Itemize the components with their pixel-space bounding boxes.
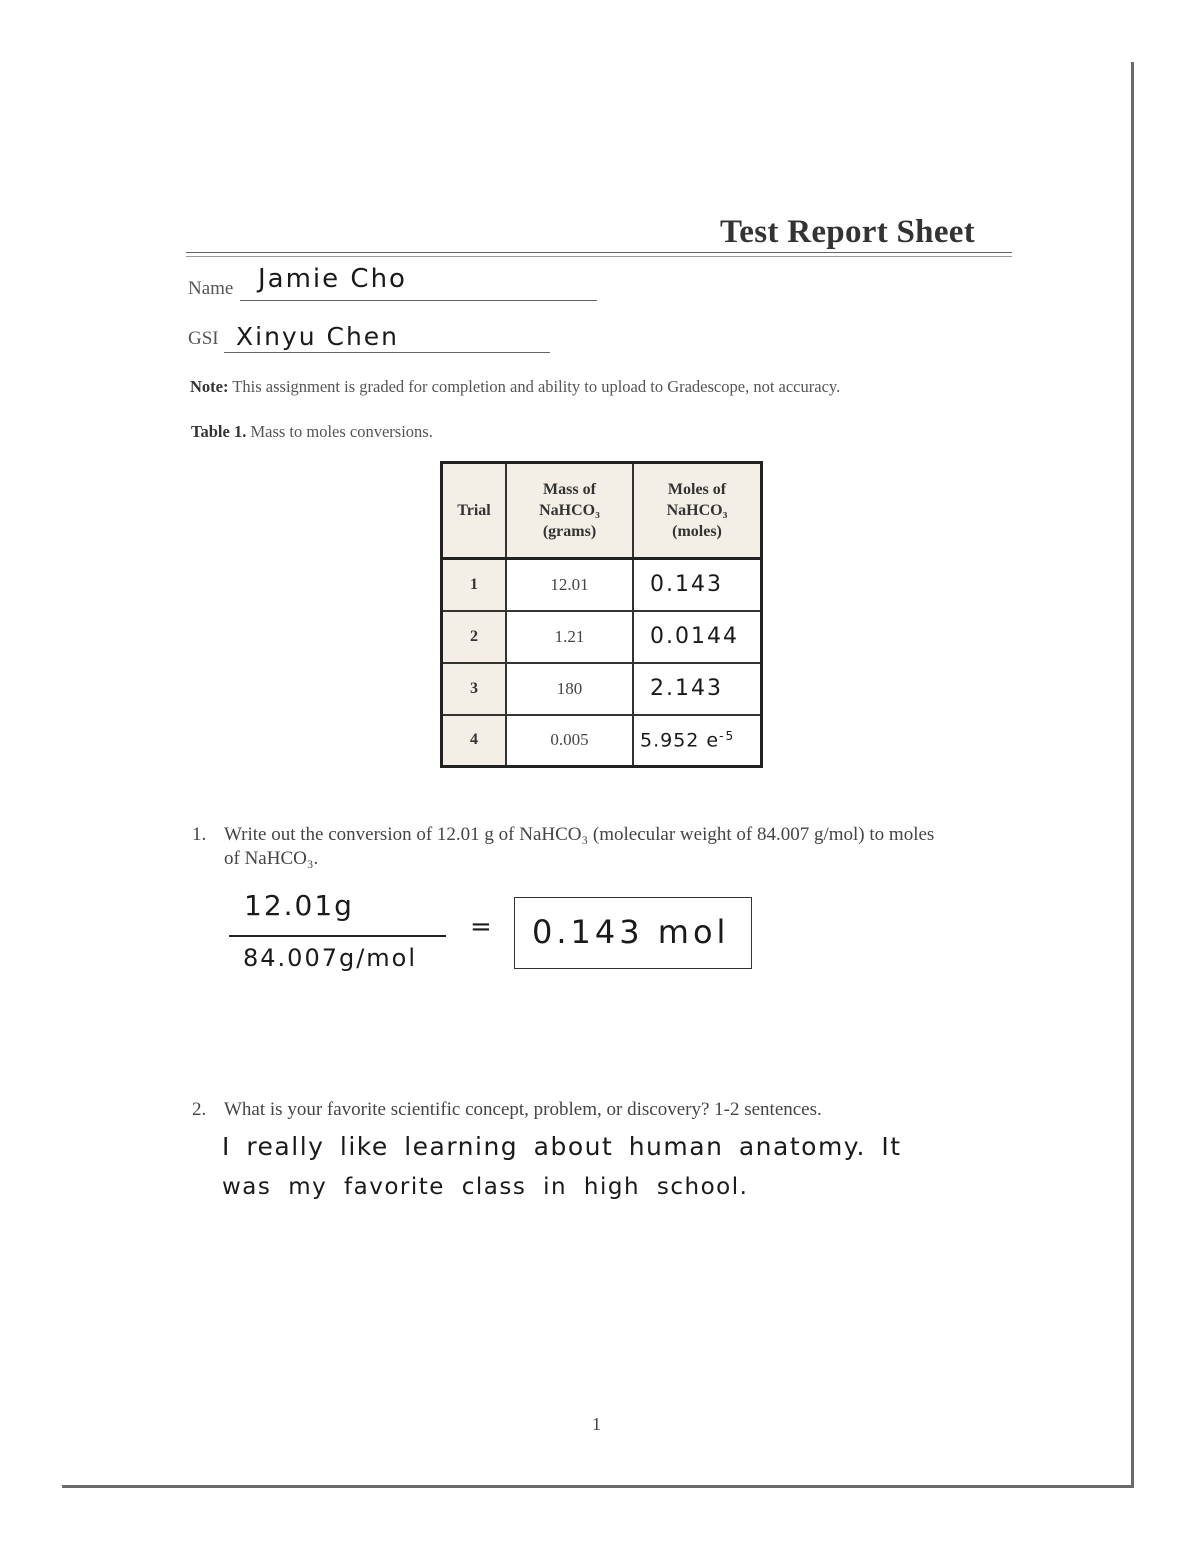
header-trial: Trial	[442, 463, 507, 559]
answer-2-line2: was my favorite class in high school.	[222, 1174, 749, 1200]
name-label: Name	[188, 278, 234, 299]
question-1-line1: Write out the conversion of 12.01 g of NaHCO₃ (molecular weight of 84.007 g/mol) to moles	[224, 824, 935, 845]
gsi-underline	[224, 352, 550, 353]
conversion-table	[440, 461, 763, 768]
fraction-numerator: 12.01g	[244, 889, 354, 922]
trial-cell: 3	[442, 663, 507, 715]
header-moles-line1: Moles of	[667, 481, 727, 498]
moles-value: 0.143	[650, 572, 723, 598]
question-2-number: 2.	[192, 1099, 207, 1120]
gsi-value: Xinyu Chen	[236, 322, 400, 351]
page-number: 1	[592, 1414, 601, 1434]
trial-cell: 2	[442, 611, 507, 663]
mass-cell: 12.01	[506, 559, 633, 611]
table-header-row	[442, 463, 762, 559]
mass-cell: 0.005	[506, 715, 633, 767]
moles-cell	[633, 715, 762, 767]
table-caption-text: Mass to moles conversions.	[250, 422, 433, 441]
name-underline	[240, 300, 597, 301]
table-caption-label: Table 1.	[191, 422, 247, 441]
header-moles	[633, 463, 762, 559]
trial-cell: 1	[442, 559, 507, 611]
mass-cell: 1.21	[506, 611, 633, 663]
gsi-label: GSI	[188, 328, 219, 349]
moles-cell	[633, 559, 762, 611]
table-caption	[191, 422, 433, 442]
moles-value: 5.952 e	[640, 729, 720, 752]
equals-sign: =	[470, 912, 494, 942]
mass-cell: 180	[506, 663, 633, 715]
title-divider	[186, 252, 1012, 253]
page-title: Test Report Sheet	[720, 214, 976, 250]
title-divider-secondary	[186, 256, 1012, 257]
moles-cell	[633, 611, 762, 663]
name-value: Jamie Cho	[258, 264, 407, 294]
note-text: This assignment is graded for completion and ability to upload to Gradescope, not accuracy.	[232, 377, 841, 396]
table-row	[442, 611, 762, 663]
trial-cell: 4	[442, 715, 507, 767]
header-moles-line3: (moles)	[672, 523, 722, 540]
moles-value: 2.143	[650, 676, 723, 701]
question-1-line2: of NaHCO₃.	[224, 848, 319, 869]
paper-sheet	[62, 62, 1134, 1488]
header-mass-line3: (grams)	[542, 523, 597, 540]
table-row	[442, 663, 762, 715]
question-2-text: What is your favorite scientific concept, problem, or discovery? 1-2 sentences.	[224, 1099, 822, 1120]
table-row	[442, 715, 762, 767]
header-moles-line2: NaHCO₃	[666, 502, 728, 519]
moles-exponent: -5	[719, 729, 736, 744]
header-mass-line1: Mass of	[543, 481, 596, 498]
moles-value: 0.0144	[650, 624, 739, 649]
header-mass	[506, 463, 633, 559]
question-1-number: 1.	[192, 824, 207, 845]
moles-cell	[633, 663, 762, 715]
fraction-denominator: 84.007g/mol	[243, 944, 418, 972]
note-label: Note:	[190, 377, 229, 396]
answer-2-line1: I really like learning about human anatomy. It	[222, 1132, 902, 1161]
fraction-bar	[229, 935, 446, 937]
header-mass-line2: NaHCO₃	[539, 502, 600, 519]
answer-value: 0.143 mol	[532, 913, 730, 951]
table-row	[442, 559, 762, 611]
note	[190, 377, 840, 397]
